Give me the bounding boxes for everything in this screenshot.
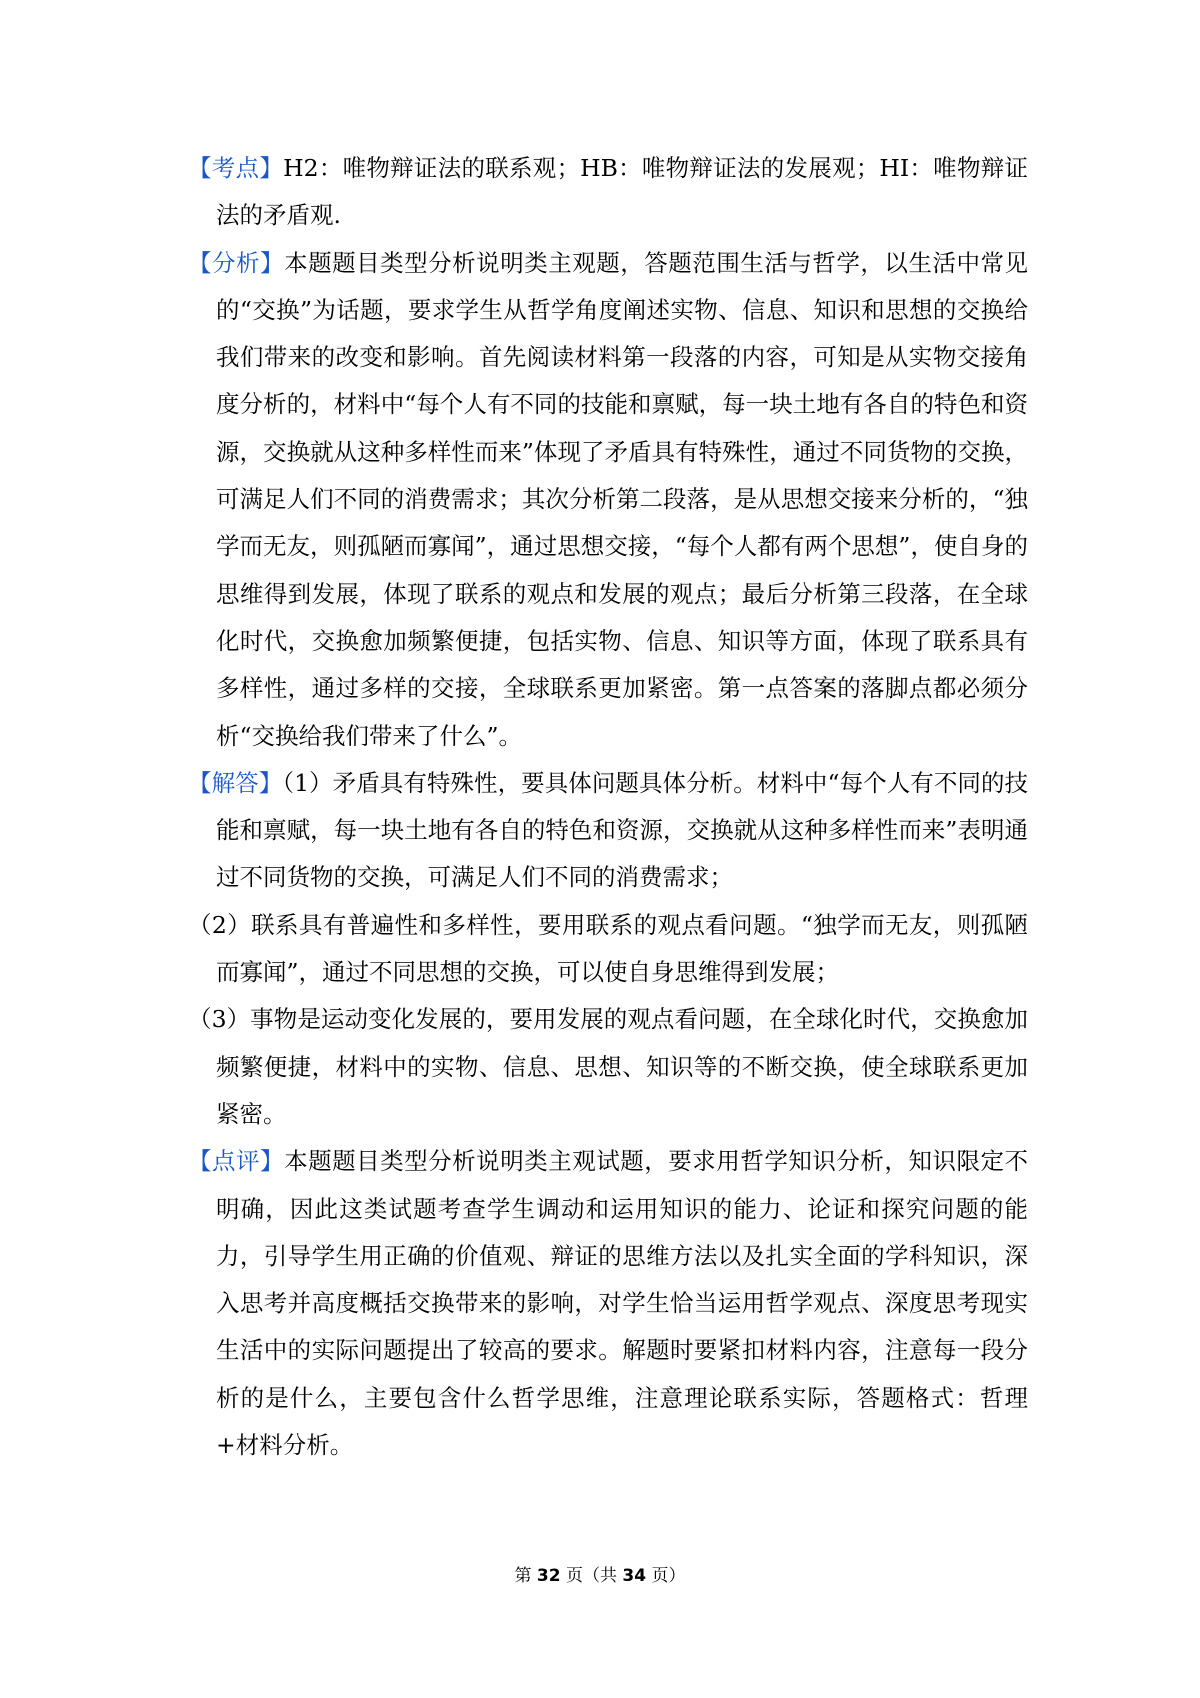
footer-total-pages: 34	[622, 1566, 647, 1586]
section-text-jieda-3: （3）事物是运动变化发展的，要用发展的观点看问题，在全球化时代，交换愈加频繁便捷，材料中的实物、信息、思想、知识等的不断交换，使全球联系更加紧密。	[188, 1005, 1028, 1128]
section-jieda	[188, 760, 1028, 902]
section-tag-kaodian: 【考点】	[188, 154, 284, 182]
section-fenxi	[188, 240, 1028, 760]
section-dianping	[188, 1138, 1028, 1469]
page-footer	[0, 1564, 1200, 1588]
section-text-fenxi: 本题题目类型分析说明类主观题，答题范围生活与哲学，以生活中常见的“交换”为话题，要求学生从哲学角度阐述实物、信息、知识和思想的交换给我们带来的改变和影响。首先阅读材料第一段落的内容，可知是从实物交接角度分析的，材料中“每个人有不同的技能和禀赋，每一块土地有各自的特色和资源，交换就从这种多样性而来”体现了矛盾具有特殊性，通过不同货物的交换，可满足人们不同的消费需求；其次分析第二段落，是从思想交接来分析的，“独学而无友，则孤陋而寡闻”，通过思想交接，“每个人都有两个思想”，使自身的思维得到发展，体现了联系的观点和发展的观点；最后分析第三段落，在全球化时代，交换愈加频繁便捷，包括实物、信息、知识等方面，体现了联系具有多样性，通过多样的交接，全球联系更加紧密。第一点答案的落脚点都必须分析“交换给我们带来了什么”。	[216, 248, 1029, 750]
section-text-dianping: 本题题目类型分析说明类主观试题，要求用哲学知识分析，知识限定不明确，因此这类试题考查学生调动和运用知识的能力、论证和探究问题的能力，引导学生用正确的价值观、辩证的思维方法以及扎实全面的学科知识，深入思考并高度概括交换带来的影响，对学生恰当运用哲学观点、深度思考现实生活中的实际问题提出了较高的要求。解题时要紧扣材料内容，注意每一段分析的是什么，主要包含什么哲学思维，注意理论联系实际，答题格式：哲理+材料分析。	[216, 1147, 1029, 1460]
section-tag-dianping: 【点评】	[188, 1147, 285, 1176]
section-jieda-2	[188, 902, 1028, 997]
footer-suffix: 页）	[651, 1566, 686, 1586]
section-tag-jieda: 【解答】	[188, 768, 283, 797]
section-text-jieda-1: （1）矛盾具有特殊性，要具体问题具体分析。材料中“每个人有不同的技能和禀赋，每一块土地有各自的特色和资源，交换就从这种多样性而来”表明通过不同货物的交换，可满足人们不同的消费需求；	[216, 768, 1029, 892]
section-tag-fenxi: 【分析】	[188, 248, 285, 277]
section-text-jieda-2: （2）联系具有普遍性和多样性，要用联系的观点看问题。“独学而无友，则孤陋而寡闻”，通过不同思想的交换，可以使自身思维得到发展；	[188, 910, 1028, 987]
section-jieda-3	[188, 996, 1028, 1138]
page-content	[188, 145, 1028, 1469]
section-text-kaodian: H2：唯物辩证法的联系观；HB：唯物辩证法的发展观；HI：唯物辩证法的矛盾观.	[216, 154, 1029, 230]
section-kaodian	[188, 145, 1028, 240]
footer-current-page: 32	[536, 1566, 561, 1586]
footer-prefix: 第	[514, 1566, 532, 1586]
footer-middle: 页（共	[566, 1566, 617, 1586]
